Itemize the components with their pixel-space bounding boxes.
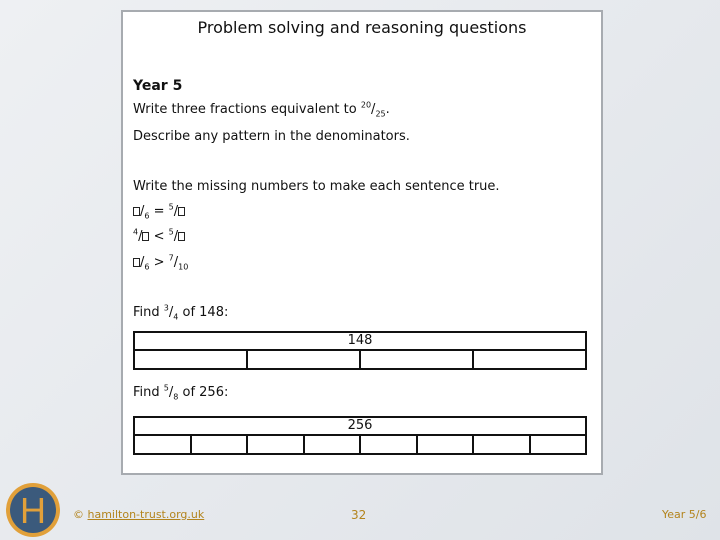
bar-total-256: 256 <box>133 416 587 436</box>
bar-part <box>418 436 475 453</box>
bar-part <box>248 351 361 368</box>
bar-parts-148 <box>133 351 587 370</box>
page-title: Problem solving and reasoning questions <box>197 18 527 37</box>
bar-parts-256 <box>133 436 587 455</box>
sentence-3: $/_6 > ^7/_{10}$ <box>133 255 188 270</box>
bar-part <box>135 436 192 453</box>
question-pattern: Describe any pattern in the denominators. <box>133 129 410 144</box>
bar-model-148 <box>133 331 587 370</box>
bar-part <box>192 436 249 453</box>
bar-total-148: 148 <box>133 331 587 351</box>
bar-part <box>474 351 585 368</box>
blank-box <box>142 232 149 241</box>
question-find-fraction-256: Find $^5/_8$ of 256: <box>133 383 229 402</box>
bar-model-256 <box>133 416 587 455</box>
question-equivalent-fractions: Write three fractions equivalent to $^{20}/_{25}$. <box>133 100 390 119</box>
worksheet-page <box>121 10 603 475</box>
year-heading: Year 5 <box>133 78 183 94</box>
bar-part <box>361 436 418 453</box>
copyright-link[interactable]: hamilton-trust.org.uk <box>87 508 205 521</box>
copyright: © hamilton-trust.org.uk <box>73 508 205 521</box>
question-find-fraction-148: Find $^3/_4$ of 148: <box>133 303 229 322</box>
sentence-2: $^4$/ < $^5$/ <box>133 229 185 244</box>
bar-part <box>361 351 474 368</box>
blank-box <box>178 207 185 216</box>
hamilton-logo <box>4 481 62 539</box>
blank-box <box>178 232 185 241</box>
question-missing-numbers: Write the missing numbers to make each sentence true. <box>133 179 500 194</box>
bar-part <box>305 436 362 453</box>
logo-letter: H <box>20 490 46 531</box>
blank-box <box>133 258 140 267</box>
bar-part <box>531 436 586 453</box>
bar-part <box>474 436 531 453</box>
sentence-1: $/_6 = ^5/$ <box>133 204 185 219</box>
bar-part <box>135 351 248 368</box>
year-tag: Year 5/6 <box>662 508 707 521</box>
blank-box <box>133 207 140 216</box>
bar-part <box>248 436 305 453</box>
page-number: 32 <box>351 508 367 522</box>
